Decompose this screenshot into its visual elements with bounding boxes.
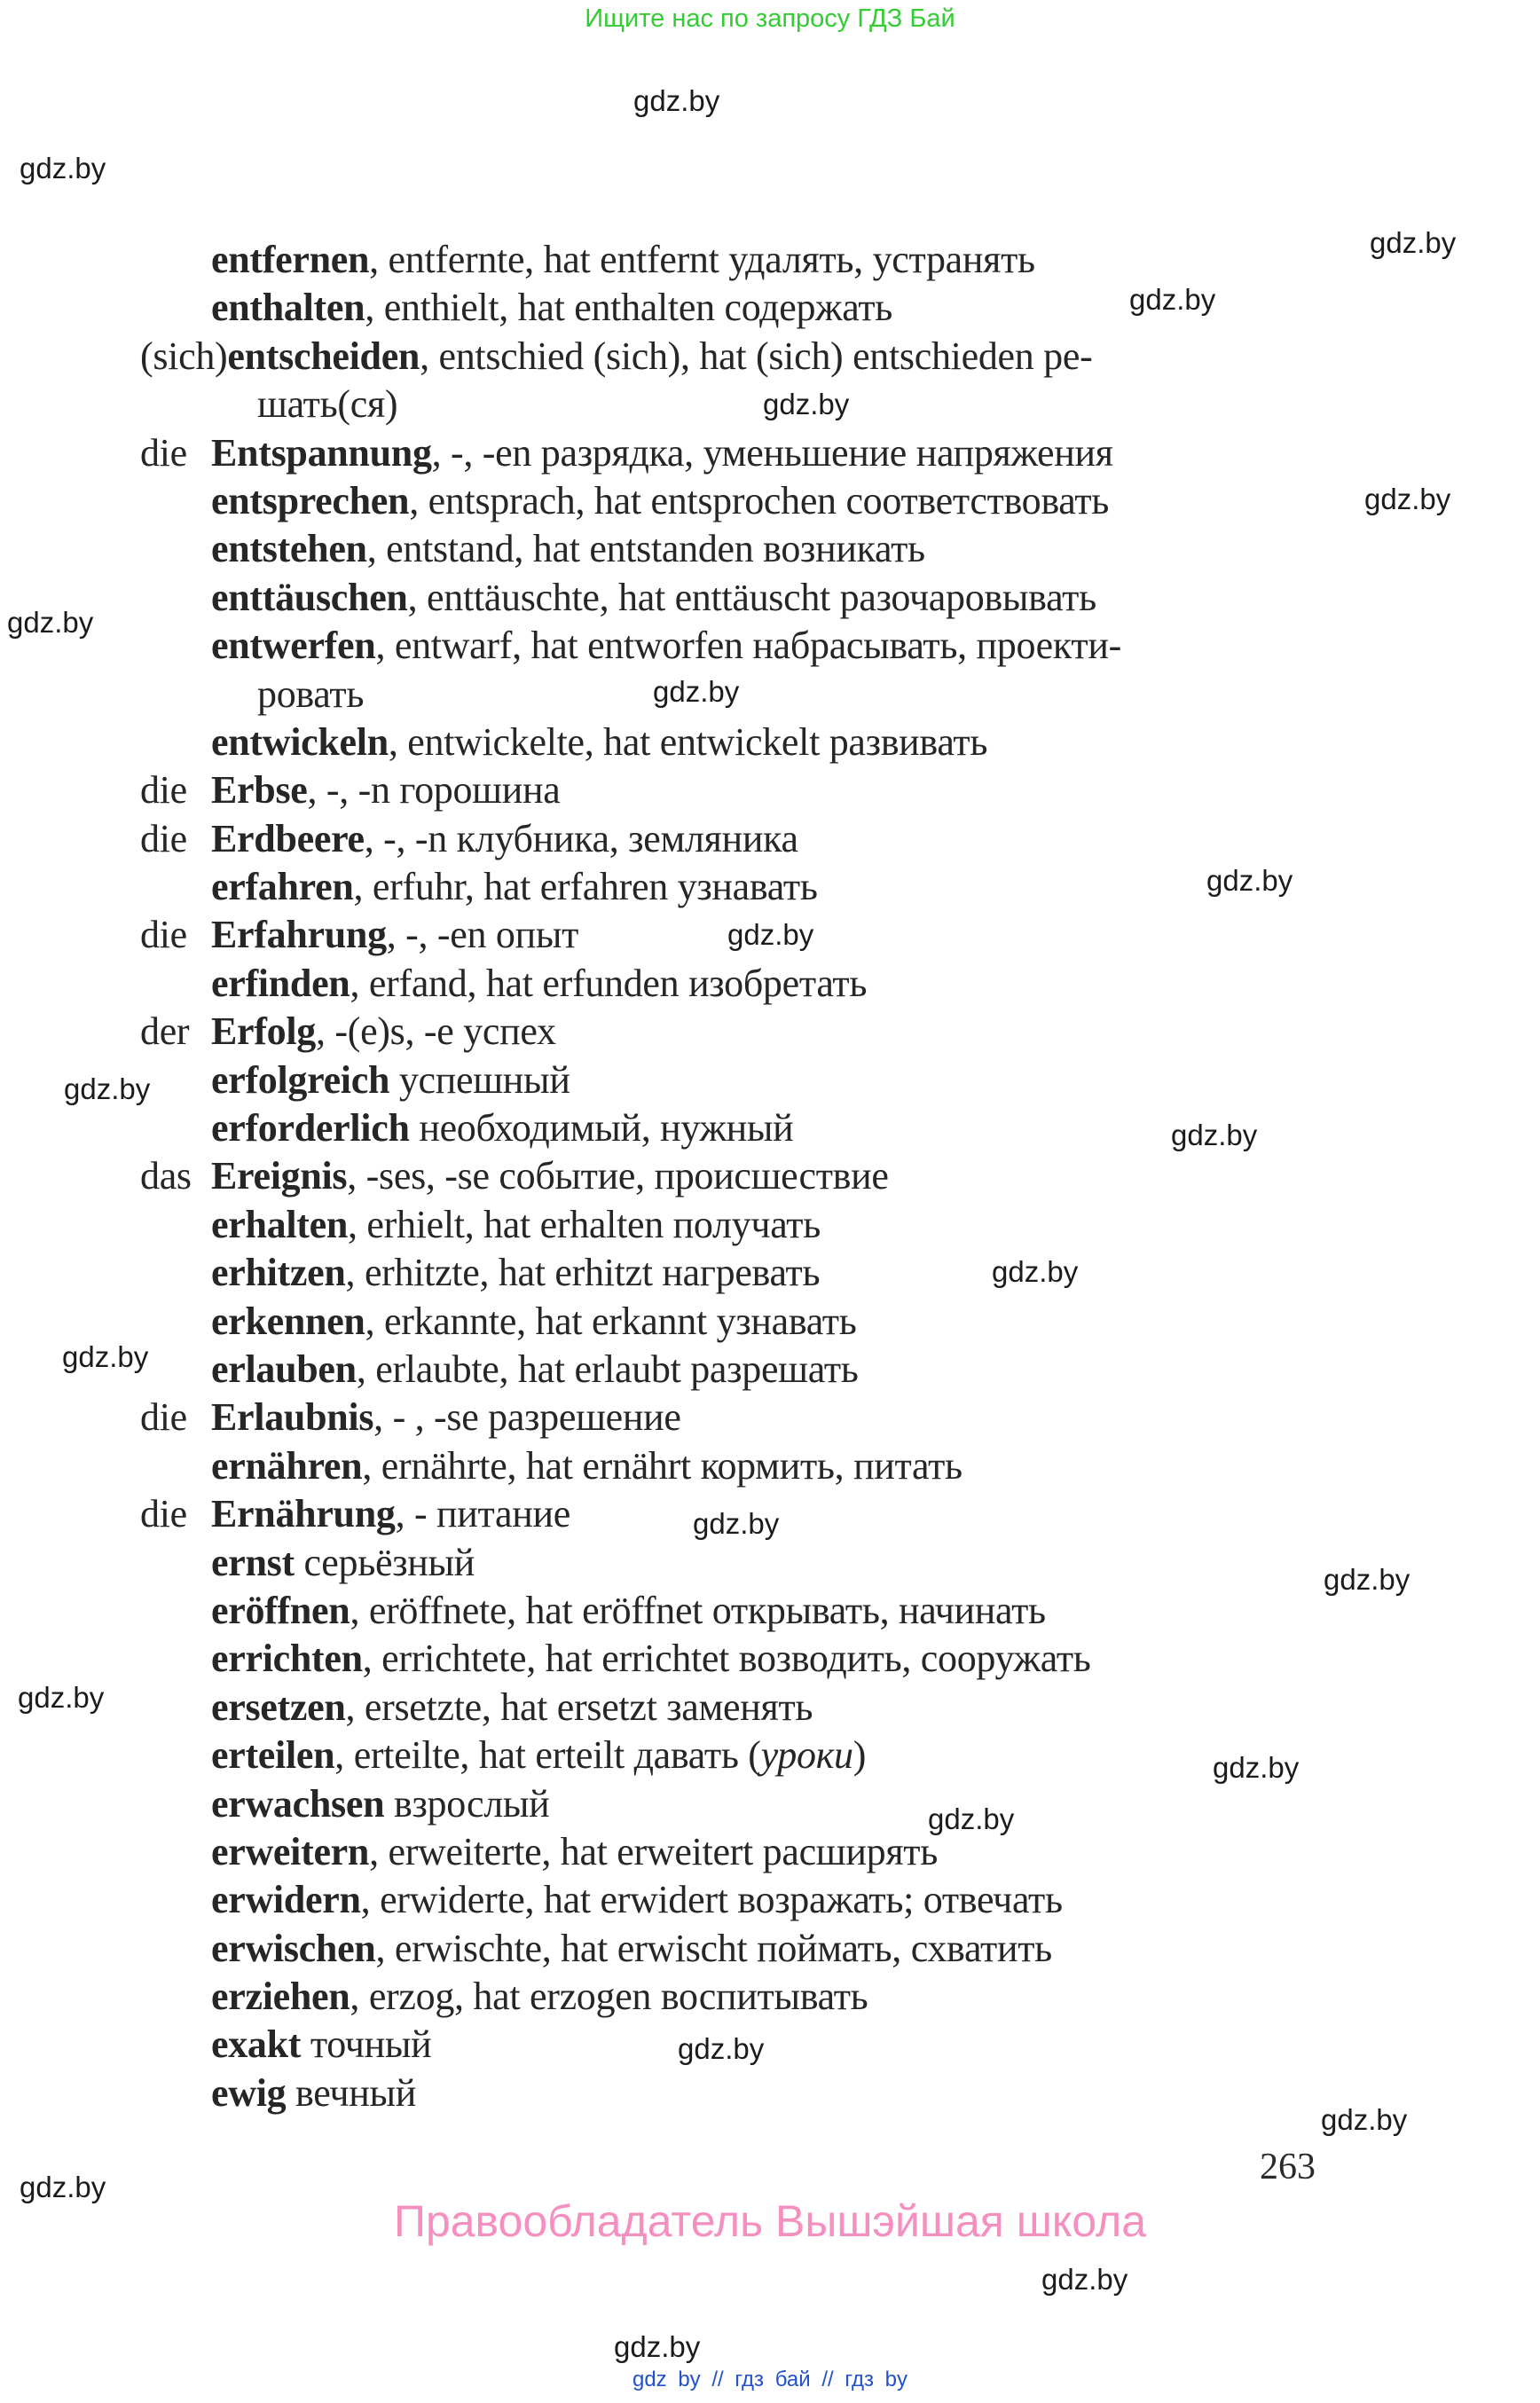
vocab-entry: [0, 1635, 1540, 1683]
entry-headword: Ernährung: [211, 1492, 396, 1536]
entry-text: , -, -n клубника, земляника: [364, 816, 798, 860]
vocab-entry: [0, 1201, 1540, 1249]
entry-headword: erteilen: [211, 1733, 335, 1778]
entry-headword: Erfolg: [211, 1009, 316, 1054]
gdz-watermark: gdz.by: [1129, 283, 1216, 316]
entry-headword: erkennen: [211, 1299, 365, 1343]
vocab-entry: [0, 1876, 1540, 1924]
vocab-entry: [0, 863, 1540, 911]
gdz-watermark: gdz.by: [693, 1507, 780, 1540]
entry-article: die: [140, 768, 187, 813]
entry-text: , ersetzte, hat ersetzt заменять: [345, 1684, 813, 1729]
entry-text: точный: [301, 2022, 432, 2067]
entry-headword: erhitzen: [211, 1251, 346, 1295]
vocab-entry: [0, 574, 1540, 622]
entry-headword: ewig: [211, 2070, 287, 2115]
entry-text: серьёзный: [294, 1540, 475, 1584]
entry-text: , -, -en опыт: [386, 913, 579, 957]
gdz-watermark: gdz.by: [64, 1072, 151, 1105]
gdz-watermark: gdz.by: [1171, 1119, 1258, 1151]
vocab-entry: [0, 1104, 1540, 1152]
gdz-watermark: gdz.by: [1213, 1751, 1300, 1784]
entry-headword: Erbse: [211, 768, 308, 813]
entry-headword: errichten: [211, 1637, 363, 1681]
entry-headword: erforderlich: [211, 1106, 410, 1150]
vocab-entry: [0, 1298, 1540, 1346]
gdz-watermark: gdz.by: [653, 675, 740, 708]
gdz-watermark: gdz.by: [633, 84, 720, 117]
entry-headword: entwickeln: [211, 719, 389, 764]
entry-headword: erwachsen: [211, 1781, 385, 1826]
vocab-entry: [0, 766, 1540, 814]
vocab-entry: [0, 622, 1540, 670]
entry-text: вечный: [286, 2070, 416, 2115]
entry-headword: erwidern: [211, 1878, 361, 1922]
entry-text: , entfernte, hat entfernt удалять, устранять: [369, 238, 1035, 281]
entry-article: die: [140, 1492, 187, 1536]
gdz-watermark: gdz.by: [7, 606, 94, 639]
entry-text: , erzog, hat erzogen воспитывать: [350, 1975, 868, 2019]
entry-headword: erfahren: [211, 865, 354, 909]
entry-text: , erhitzte, hat erhitzt нагревать: [345, 1251, 821, 1295]
vocab-entry: [0, 1925, 1540, 1973]
entry-article: der: [140, 1009, 190, 1054]
vocab-list: [0, 236, 1540, 2117]
gdz-watermark: gdz.by: [20, 2171, 106, 2203]
vocab-entry: [0, 1681, 1540, 1732]
entry-headword: erwischen: [211, 1926, 376, 1970]
entry-text: ): [852, 1733, 867, 1778]
entry-text: , entwarf, hat entworfen набрасывать, проекти-: [375, 624, 1121, 668]
entry-text: , entwickelte, hat entwickelt развивать: [388, 719, 988, 764]
entry-text: , -ses, -se событие, происшествие: [347, 1154, 889, 1198]
entry-text: необходимый, нужный: [409, 1106, 794, 1150]
vocab-entry: [0, 1056, 1540, 1104]
vocab-entry: [0, 1394, 1540, 1441]
entry-article: die: [140, 816, 187, 860]
gdz-watermark: gdz.by: [1206, 864, 1293, 897]
vocab-entry: [0, 1008, 1540, 1056]
entry-headword: Entspannung: [211, 430, 432, 475]
gdz-watermark: gdz.by: [1324, 1563, 1410, 1596]
entry-text: ровать: [257, 671, 365, 716]
entry-article: die: [140, 430, 187, 475]
gdz-watermark: gdz.by: [678, 2032, 765, 2065]
entry-headword: enttäuschen: [211, 575, 408, 619]
gdz-watermark: gdz.by: [727, 918, 814, 951]
entry-text: , erfand, hat erfunden изобретать: [350, 961, 868, 1005]
gdz-watermark: gdz.by: [18, 1681, 105, 1714]
vocab-entry: [0, 1152, 1540, 1200]
entry-text: , entstand, hat entstanden возникать: [366, 527, 925, 571]
vocab-entry: [0, 671, 1540, 719]
vocab-entry: [0, 960, 1540, 1008]
entry-text: , enthielt, hat enthalten содержать: [365, 286, 893, 330]
entry-headword: erlauben: [211, 1347, 357, 1391]
gdz-watermark: gdz.by: [928, 1802, 1015, 1835]
gdz-watermark: gdz.by: [20, 152, 106, 185]
entry-text: успешный: [389, 1057, 570, 1102]
gdz-watermark: gdz.by: [763, 388, 850, 420]
entry-article: die: [140, 1395, 187, 1440]
entry-headword: Erdbeere: [211, 816, 365, 860]
entry-headword: erziehen: [211, 1975, 350, 2019]
entry-text: шать(ся): [257, 382, 398, 427]
vocab-entry: [0, 2069, 1540, 2117]
vocab-entry: [0, 1732, 1540, 1779]
entry-text: взрослый: [384, 1781, 550, 1826]
gdz-watermark: gdz.by: [992, 1255, 1079, 1288]
vocab-entry: [0, 815, 1540, 863]
entry-article: (sich): [140, 334, 228, 378]
entry-headword: Erlaubnis: [211, 1395, 374, 1440]
gdz-watermark: gdz.by: [1364, 483, 1451, 515]
entry-text: , erwischte, hat erwischt поймать, схватить: [375, 1926, 1052, 1970]
entry-text: , -, -n горошина: [307, 768, 561, 813]
vocab-entry: [0, 284, 1540, 332]
entry-headword: ernähren: [211, 1443, 363, 1488]
entry-italic-text: уроки: [760, 1733, 853, 1778]
entry-headword: entstehen: [211, 527, 367, 571]
entry-headword: ernst: [211, 1540, 295, 1584]
vocab-entry: [0, 1346, 1540, 1394]
entry-text: , erteilte, hat erteilt давать (: [334, 1733, 761, 1778]
entry-headword: entsprechen: [211, 478, 410, 522]
entry-text: , ernährte, hat ernährt кормить, питать: [362, 1443, 962, 1488]
entry-headword: eröffnen: [211, 1588, 350, 1632]
entry-text: , errichtete, hat errichtet возводить, сооружать: [362, 1637, 1091, 1681]
page-number: 263: [1260, 2147, 1316, 2187]
entry-text: , erkannte, hat erkannt узнавать: [365, 1299, 857, 1343]
vocab-entry: [0, 236, 1540, 284]
entry-text: , erwiderte, hat erwidert возражать; отвечать: [360, 1878, 1063, 1922]
entry-headword: erfolgreich: [211, 1057, 390, 1102]
entry-text: , erfuhr, hat erfahren узнавать: [353, 865, 818, 909]
vocab-entry: [0, 1973, 1540, 2021]
vocab-entry: [0, 2021, 1540, 2069]
entry-headword: entfernen: [211, 238, 370, 281]
gdz-watermark: gdz.by: [1041, 2263, 1128, 2296]
entry-text: , enttäuschte, hat enttäuscht разочаровывать: [407, 575, 1096, 619]
copyright-notice: Правообладатель Вышэйшая школа: [394, 2196, 1146, 2246]
entry-headword: entscheiden: [227, 334, 420, 378]
vocab-entry: [0, 1442, 1540, 1490]
entry-headword: erfinden: [211, 961, 350, 1005]
gdz-watermark: gdz.by: [1370, 226, 1457, 259]
entry-headword: Ereignis: [211, 1154, 348, 1198]
gdz-watermark: gdz.by: [62, 1340, 149, 1373]
entry-text: , entsprach, hat entsprochen соответствовать: [409, 478, 1110, 522]
vocab-entry: [0, 719, 1540, 766]
vocab-entry: [0, 1828, 1540, 1876]
entry-text: , - питание: [395, 1492, 570, 1536]
entry-article: das: [140, 1154, 192, 1198]
entry-headword: erweitern: [211, 1829, 370, 1873]
promo-banner: Ищите нас по запросу ГДЗ Бай: [585, 4, 955, 33]
vocab-entry: [0, 1780, 1540, 1828]
footer-links-text: gdz by // гдз бай // гдз by: [632, 2368, 908, 2391]
entry-text: , eröffnete, hat eröffnet открывать, начинать: [350, 1588, 1046, 1632]
entry-headword: entwerfen: [211, 624, 376, 668]
entry-headword: ersetzen: [211, 1684, 346, 1729]
entry-headword: enthalten: [211, 286, 365, 330]
vocab-entry: [0, 525, 1540, 573]
vocab-entry: [0, 477, 1540, 525]
entry-text: , erhielt, hat erhalten получать: [348, 1202, 821, 1246]
entry-text: , - , -se разрешение: [373, 1395, 681, 1440]
entry-text: , -(e)s, -e успех: [315, 1009, 556, 1054]
vocab-entry: [0, 333, 1540, 381]
entry-text: , entschied (sich), hat (sich) entschieden ре-: [420, 334, 1093, 378]
gdz-watermark: gdz.by: [614, 2330, 701, 2363]
entry-headword: exakt: [211, 2022, 302, 2067]
entry-text: , -, -en разрядка, уменьшение напряжения: [431, 430, 1113, 475]
vocab-entry: [0, 1249, 1540, 1297]
vocab-entry: [0, 1587, 1540, 1635]
entry-headword: erhalten: [211, 1202, 349, 1246]
entry-headword: Erfahrung: [211, 913, 387, 957]
vocab-entry: [0, 429, 1540, 477]
entry-article: die: [140, 913, 187, 957]
entry-text: , erlaubte, hat erlaubt разрешать: [356, 1347, 859, 1391]
gdz-watermark: gdz.by: [1321, 2103, 1408, 2136]
entry-text: , erweiterte, hat erweitert расширять: [369, 1829, 938, 1873]
vocab-entry: [0, 1539, 1540, 1587]
